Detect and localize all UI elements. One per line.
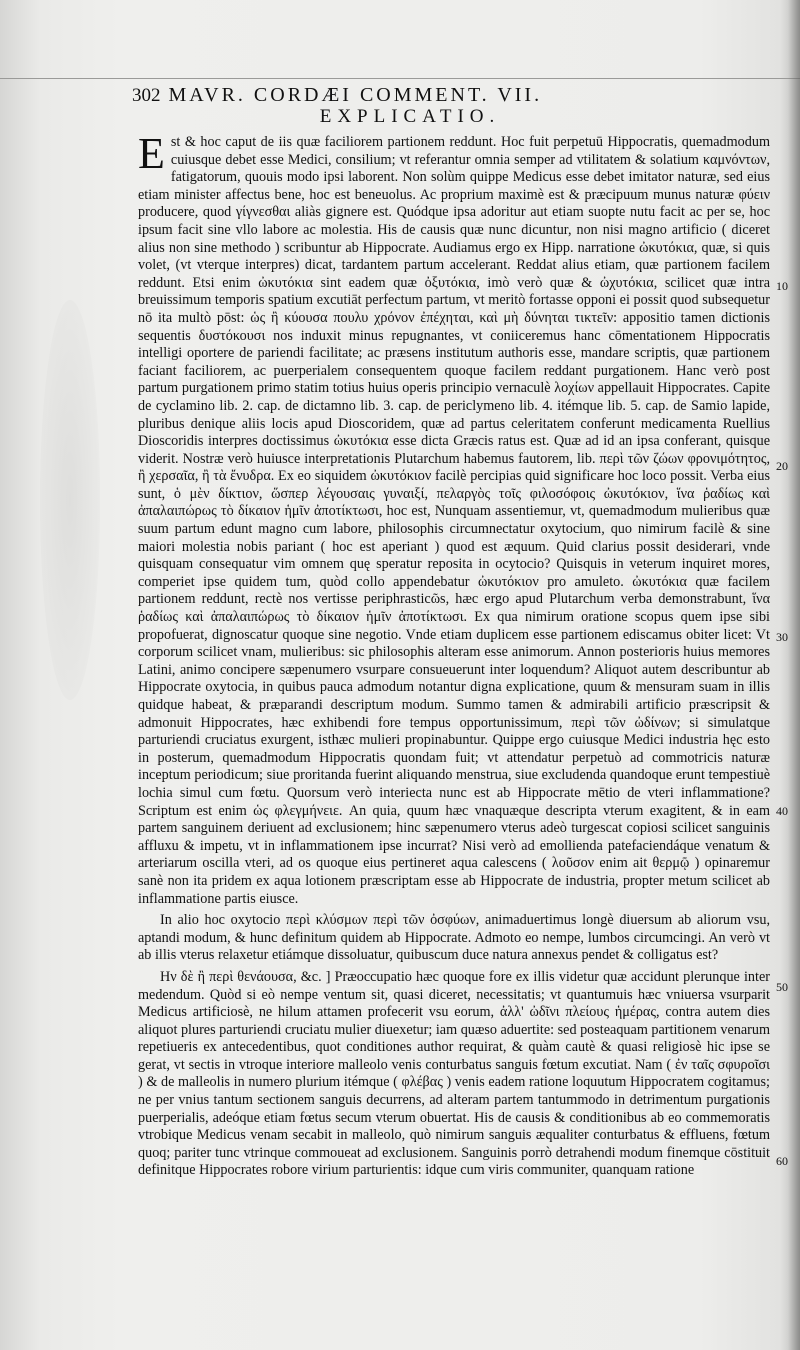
margin-line-number: 50: [776, 980, 788, 994]
margin-line-number: 10: [776, 279, 788, 293]
paragraph: Ην δὲ ἢ περὶ θενάουσα, &c. ] Præoccupatio hæc quoque fore ex illis videtur quæ accidunt plerunque inter medendum. Quòd si eò nempe ventum sit, quasi diceret, necessitatis; vt quantumuis hæc vniuersa vsurparit Medicus artificiosè, ne hilum attamen profecerit vsu eorum, ἀλλ' ὠδῖνι πλείους ἡμέρας, contra autem dies aliquot plures parturiendi cruciatu mulier diuexetur; iam quæso aduertite: sed posteaquam partitionem venarum repetiueris ex antecedentibus, quot conditiones author requirat, & quàm cautè & quasi religiosè hic ipse se gerat, vt sectis in vtroque interiore malleolo venis conturbatus sanguis fœtum excutiat. Nam ( ἐν ταῖς σφυροῖσι ) & de malleolis in numero plurium itémque ( φλέβας ) venis eadem ratione loquutum Hippocratem cogitamus; ne per vnius tantum sectionem sanguis decurrens, ad alteram partem tantummodo in detrimentum purgationis puerperialis, adeóque etiam fœtus secum vterum obuertat. His de causis & conditionibus ab eo commemoratis vtrobique Medicus venam secabit in malleolo, quò nimirum sanguis æqualiter conturbatus & effluens, fœtum quoq; pariter tunc vtrinque commoueat ad exclusionem. Sanguinis porrò detrahendi modum finemque cōstituit definitque Hippocrates robore virium parturientis: idque cum viris communiter, quanquam ratione: [138, 968, 770, 1179]
page-edge-shadow: [788, 0, 800, 1350]
top-rule: [0, 78, 800, 79]
drop-cap: E: [138, 134, 165, 178]
margin-line-number: 60: [776, 1154, 788, 1168]
margin-line-number: 40: [776, 804, 788, 818]
running-title: MAVR. CORDÆI COMMENT. VII.: [168, 84, 543, 106]
page-number: 302: [132, 85, 161, 106]
margin-line-number: 20: [776, 459, 788, 473]
paper-stain: [40, 300, 100, 700]
running-header: [132, 84, 782, 108]
margin-line-number: 30: [776, 630, 788, 644]
paragraph: [138, 134, 770, 908]
section-title: EXPLICATIO.: [319, 106, 501, 127]
paragraph-text: st & hoc caput de iis quæ faciliorem partionem reddunt. Hoc fuit perpetuū Hippocratis, quemadmodum cuiusque debet esse Medici, consilium; vt referantur omnia semper ad vtilitatem & solatium καμνόντων, fatigatorum, quouis modo ipsi laborent. Non solùm quippe Medicus esse debet imitator naturæ, sed eius etiam minister affectus bene, hoc est beneuolus. Ac proprium maximè est & præcipuum munus naturæ φύειν producere, quod γίγνεσθαι aliàs gignere est. Quódque ipsa adoritur aut etiam suopte nutu facit ac per se, hoc ipsum facit sine vllo labore ac molestia. His de causis quæ nunc dicuntur, non nisi magno artificio ( diceret alius non sine methodo ) scribuntur ab Hippocrate. Audiamus ergo ex Hipp. narratione ὠκυτόκια, quæ, si quis volet, (vt vterque interpres) dicat, tardantem partum accelerant. Reddat alius etiam, quæ partionem facilem reddunt. Etsi enim ὠκυτόκια sint eadem quæ ὀξυτόκια, imò verò quæ & ὠχυτόκια, scilicet quæ intra breuissimum temporis spatium excutiāt perfectum partum, vt meritò fortasse opponi ei possit quod subsequetur nō ita multò pōst: ὡς ἢ κύουσα πουλυ χρόνον ἐπέχηται, καὶ μὴ δύνηται τικτεῖν: appositio tamen dictionis sequentis δυστόκουσι nos induxit minus repugnantes, vt coniiceremus hanc cōmentationem Hippocratis intelligi oportere de pariendi facilitate; ac præsens institutum authoris esse, mandare scriptis, quæ partionem faciant faciliorem, ac puerperialem consequentem quoque facilem reddant purgationem. Hanc verò post partum purgationem primo statim totius huius operis principio vernaculè λοχίων appellauit Hippocrates. Capite de cyclamino lib. 2. cap. de dictamno lib. 3. cap. de periclymeno lib. 4. itémque lib. 5. cap. de Samio lapide, pluribus denique aliis locis apud Dioscoridem, quæ ad partus celeritatem conferunt medicamenta Ruellius Dioscoridis interpres doctissimus ὠκυτόκια esse dicta Græcis ratus est. Quæ ad id an ipsa conferant, quisque viderit. Nostræ verò huiusce interpretationis Plutarchum habemus fautorem, lib. περὶ τῶν ζώων φρονιμότητος, ἢ χερσαῖα, ἢ τὰ ἔνυδρα. Ex eo siquidem ὠκυτόκιον facilè percipias quid significare hoc loco possit. Verba eius sunt, ὁ μὲν δίκτιον, ὥσπερ λέγουσαις γυναιξί, πελαργὸς τοῖς φιλοσόφοις ὠκυτόκιον, ἵνα ῥαδίως καὶ ἀπαλαιπώρως τὸ δίκαιον ἡμῖν ἀποτίκτωσι, hoc est, Nunquam assentiemur, vt, quemadmodum mulieribus quæ suum partum edunt magno cum labore, philosophis circumnectatur oxytocium, quo nimirum facilè & sine maiori molestia nobis pariant ( hoc est aperiant ) quod est æquum. Quid clarius possit desiderari, vnde quisquam consequatur vim omnem quę speratur reposita in ocytocio? Quisquis in veterum inquiret mores, comperiet ipse quidem tum, quòd collo appendebatur ὠκυτόκιον pro amuleto. ὠκυτόκια quæ facilem partionem reddunt, rectè nos vertisse periphrasticῶs, hæc ergo apud Plutarchum verba demonstrabunt, ἵνα ῥαδίως καὶ ἀπαλαιπώρως τὸ δίκαιον ἡμῖν ἀποτίκτωσι. Ex qua nimirum oratione scopus quem ipse sibi propofuerat, dignoscatur quoque sine negotio. Vnde etiam duplicem esse partionem ediscamus obiter licet: Vt corporum scilicet vnam, mulieribus: sic philosophis alteram esse animorum. Annon posterioris huius memores Latini, animo concipere sæpenumero vsurpare consueuerunt inter loquendum? Aliquot autem describuntur ab Hippocrate oxytocia, in quibus pauca admodum notantur digna explicatione, quum & mensuram suam in illis quidque habeat, & præparandi descriptum modum. Summo tamen & admirabili artificio præscripsit & admonuit Hippocrates, hæc exhibendi fore tempus opportunissimum, περὶ τῶν ὠδίνων; si simulatque parturiendi cruciatus exurgent, isthæc mulieri propinabuntur. Quippe ergo cuiusque Medici industria hęc esto in posterum, quemadmodum Hippocratis quondam fuit; vt attendatur perpetuò ad commotricis naturæ inceptum periodicum; siue proritanda fuerint aliquando menstrua, siue excludenda quandoque erunt tempestiuè lochia simul cum fœtu. Quorsum verò interiecta nunc est ab Hippocrate mētio de vteri inflammatione? Scriptum est enim ὡς φλεγμήνειε. An quia, quum hæc vnaquæque descripta vterum exagitent, & in eam partem sanguinem deriuent ad exclusionem; hinc sæpenumero vterus adeò turgescat copiosi scilicet sanguinis affluxu & impetu, vt in inflammationem ipse incurrat? Nisi verò ad emollienda patefaciendáque venatum & arteriarum oscilla vteri, ad os quoque eius pertineret aqua calescens ( λοῦσον enim ait θερμῷ ) opinaremur sanè non ita pridem ex aqua lotionem præscriptam esse ab Hippocrate de industria, propter metum scilicet ab inflammatione partis eiusce.: [138, 134, 770, 907]
paragraph: In alio hoc oxytocio περὶ κλύσμων περὶ τῶν ὀσφύων, animaduertimus longè diuersum ab aliorum vsu, aptandi modum, & hunc definitum quidem ab Hippocrate. Admoto eo nempe, lumbos circumcingi. An verò vt ab illis vterus relaxetur etiámque dissoluatur, quibuscum duce natura annexus pendet & colligatus est?: [138, 912, 770, 964]
body-text: [138, 134, 770, 1334]
